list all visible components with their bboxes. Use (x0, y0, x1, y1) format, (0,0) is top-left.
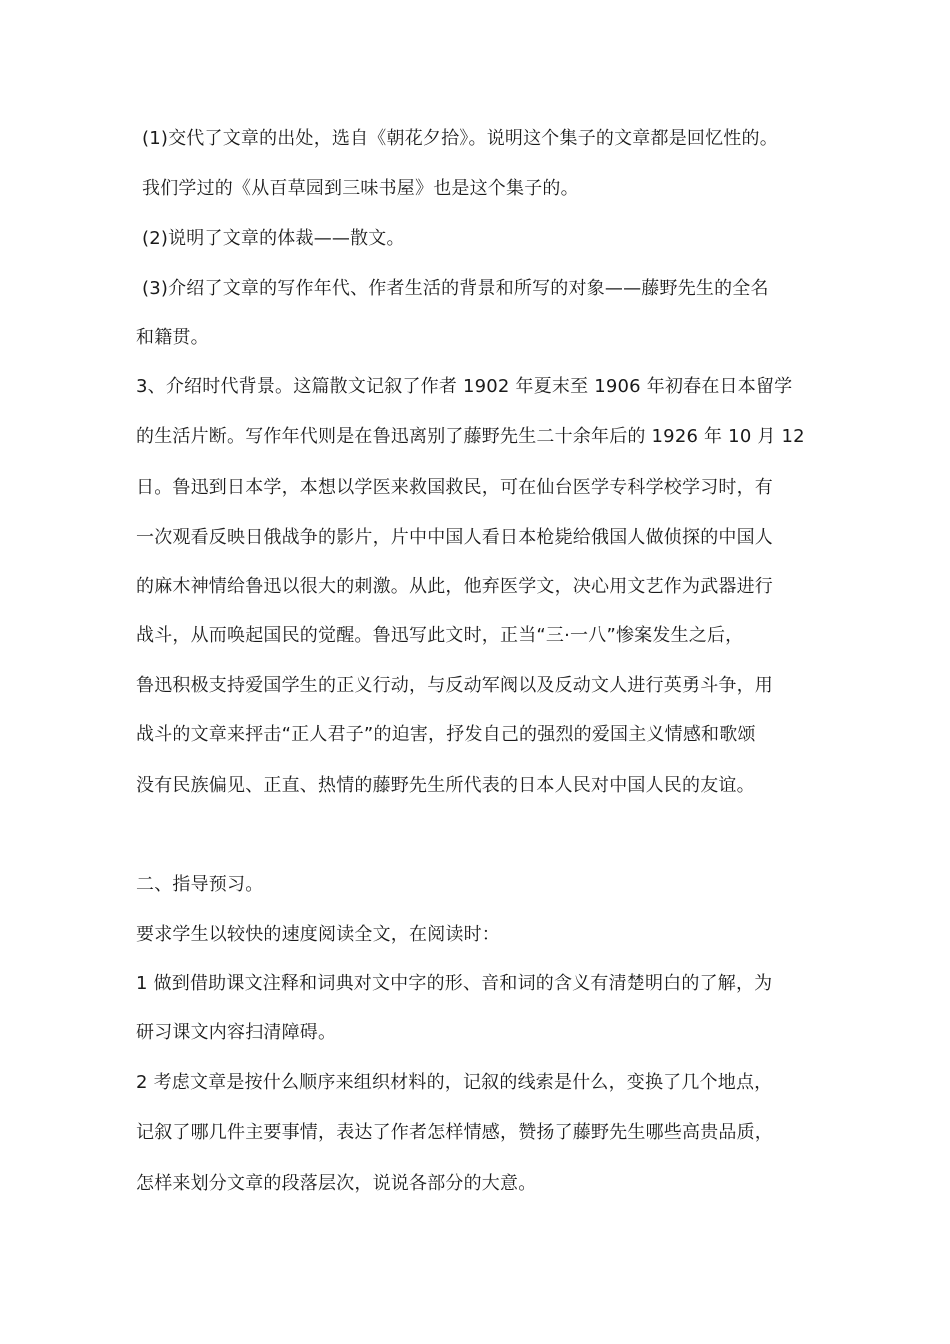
text-line: 3、介绍时代背景。这篇散文记叙了作者 1902 年夏末至 1906 年初春在日本留学 (136, 376, 793, 397)
text-line: 怎样来划分文章的段落层次，说说各部分的大意。 (136, 1173, 537, 1194)
text-line: 的生活片断。写作年代则是在鲁迅离别了藤野先生二十余年后的 1926 年 10 月 12 (136, 426, 805, 447)
text-line: 记叙了哪几件主要事情，表达了作者怎样情感，赞扬了藤野先生哪些高贵品质， (136, 1122, 773, 1143)
text-line: 研习课文内容扫清障碍。 (136, 1022, 337, 1043)
text-line: 1 做到借助课文注释和词典对文中字的形、音和词的含义有清楚明白的了解，为 (136, 973, 773, 994)
text-line: (1)交代了文章的出处，选自《朝花夕拾》。说明这个集子的文章都是回忆性的。 (142, 128, 778, 149)
text-line: 战斗的文章来抨击“正人君子”的迫害，抒发自己的强烈的爱国主义情感和歌颂 (136, 724, 756, 745)
text-line: 战斗，从而唤起国民的觉醒。鲁迅写此文时，正当“三·一八”惨案发生之后， (136, 625, 744, 646)
text-line: 我们学过的《从百草园到三味书屋》也是这个集子的。 (142, 178, 579, 199)
text-line: 没有民族偏见、正直、热情的藤野先生所代表的日本人民对中国人民的友谊。 (136, 775, 755, 796)
text-line: 要求学生以较快的速度阅读全文，在阅读时： (136, 924, 500, 945)
text-line: 鲁迅积极支持爱国学生的正义行动，与反动军阀以及反动文人进行英勇斗争，用 (136, 675, 773, 696)
text-line: (2)说明了文章的体裁——散文。 (142, 228, 405, 249)
section-heading: 二、指导预习。 (136, 874, 264, 895)
text-line: (3)介绍了文章的写作年代、作者生活的背景和所写的对象——藤野先生的全名 (142, 278, 769, 299)
text-line: 和籍贯。 (136, 327, 209, 348)
text-line: 一次观看反映日俄战争的影片，片中中国人看日本枪毙给俄国人做侦探的中国人 (136, 527, 773, 548)
text-line: 2 考虑文章是按什么顺序来组织材料的，记叙的线索是什么，变换了几个地点， (136, 1072, 773, 1093)
text-line: 日。鲁迅到日本学，本想以学医来救国救民，可在仙台医学专科学校学习时，有 (136, 477, 773, 498)
text-line: 的麻木神情给鲁迅以很大的刺激。从此，他弃医学文，决心用文艺作为武器进行 (136, 576, 773, 597)
